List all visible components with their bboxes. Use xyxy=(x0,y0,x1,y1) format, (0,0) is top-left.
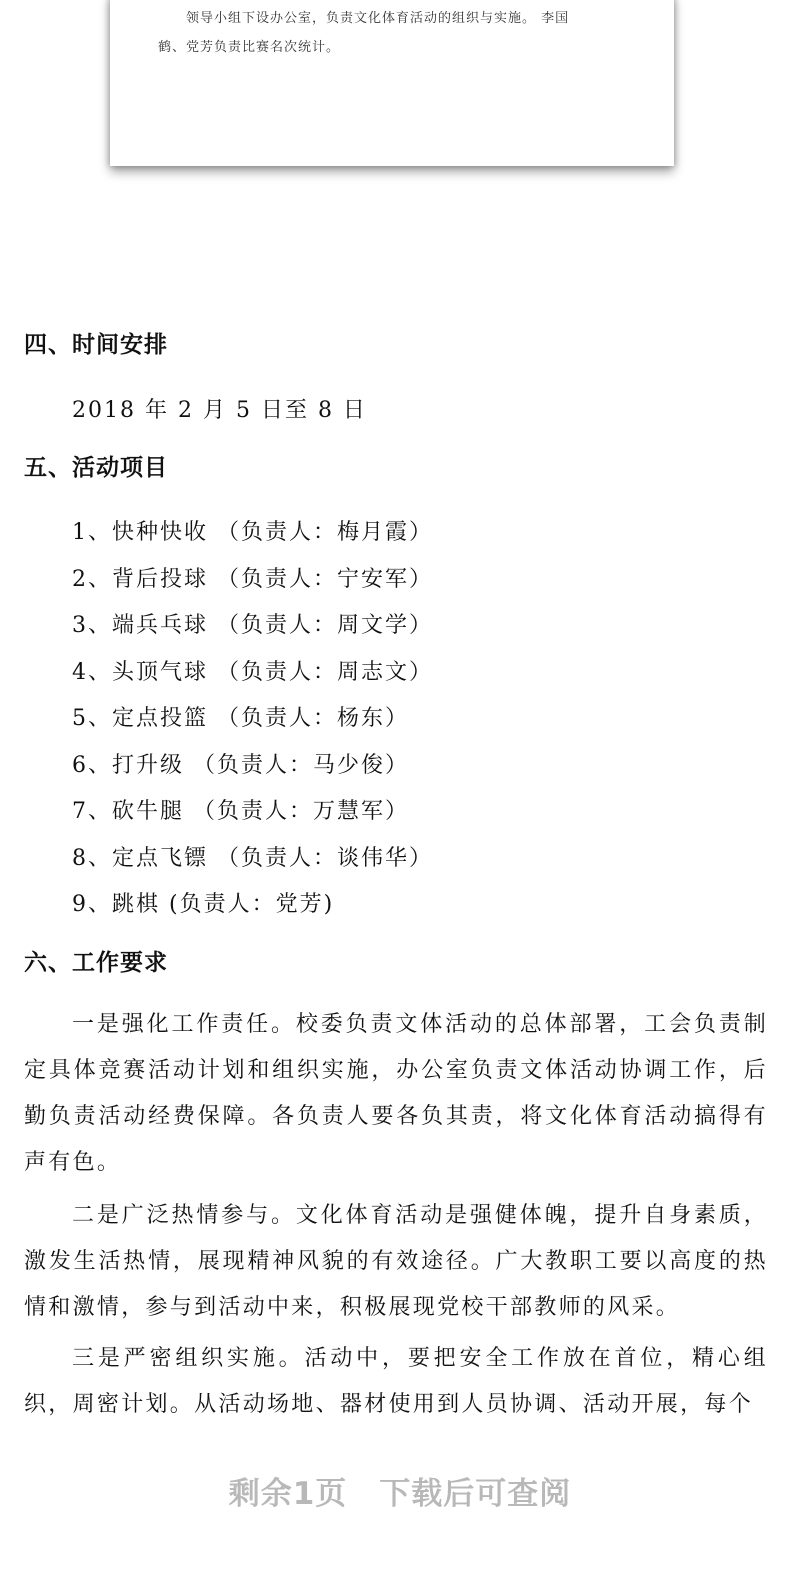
remaining-pages-label: 剩余1页 xyxy=(228,1476,348,1512)
list-item: 7、砍牛腿 （负责人：万慧军） xyxy=(72,799,409,824)
requirements-paragraph-2: 二是广泛热情参与。文化体育活动是强健体魄，提升自身素质，激发生活热情，展现精神风貌的有效途径。广大教职工要以高度的热情和激情，参与到活动中来，积极展现党校干部教师的风采。 xyxy=(24,1203,768,1320)
list-item: 4、头顶气球 （负责人：周志文） xyxy=(72,660,433,685)
section-heading-activities: 五、活动项目 xyxy=(24,455,168,481)
preview-line-1: 领导小组下设办公室，负责文化体育活动的组织与实施。 李国 xyxy=(186,11,570,26)
list-item: 2、背后投球 （负责人：宁安军） xyxy=(72,567,433,592)
section-heading-requirements: 六、工作要求 xyxy=(24,950,168,976)
requirements-paragraph-3: 三是严密组织实施。活动中，要把安全工作放在首位，精心组织，周密计划。从活动场地、器材使用到人员协调、活动开展，每个 xyxy=(24,1346,768,1417)
list-item: 5、定点投篮 （负责人：杨东） xyxy=(72,706,409,731)
page-preview-card xyxy=(110,0,674,166)
list-item: 3、端兵乓球 （负责人：周文学） xyxy=(72,613,433,638)
preview-line-2: 鹤、党芳负责比赛名次统计。 xyxy=(158,40,341,55)
list-item: 9、跳棋 (负责人：党芳) xyxy=(72,892,335,917)
list-item: 6、打升级 （负责人：马少俊） xyxy=(72,753,409,778)
list-item: 8、定点飞镖 （负责人：谈伟华） xyxy=(72,846,433,871)
section-heading-schedule: 四、时间安排 xyxy=(24,332,168,358)
download-prompt-banner[interactable] xyxy=(0,1468,800,1514)
preview-text xyxy=(158,4,628,62)
download-to-view-label[interactable]: 下载后可查阅 xyxy=(379,1476,572,1512)
list-item: 1、快种快收 （负责人：梅月霞） xyxy=(72,520,433,545)
schedule-date: 2018 年 2 月 5 日至 8 日 xyxy=(72,398,367,423)
requirements-paragraph-1: 一是强化工作责任。校委负责文体活动的总体部署，工会负责制定具体竞赛活动计划和组织实施，办公室负责文体活动协调工作，后勤负责活动经费保障。各负责人要各负其责，将文化体育活动搞得有声有色。 xyxy=(24,1012,768,1175)
